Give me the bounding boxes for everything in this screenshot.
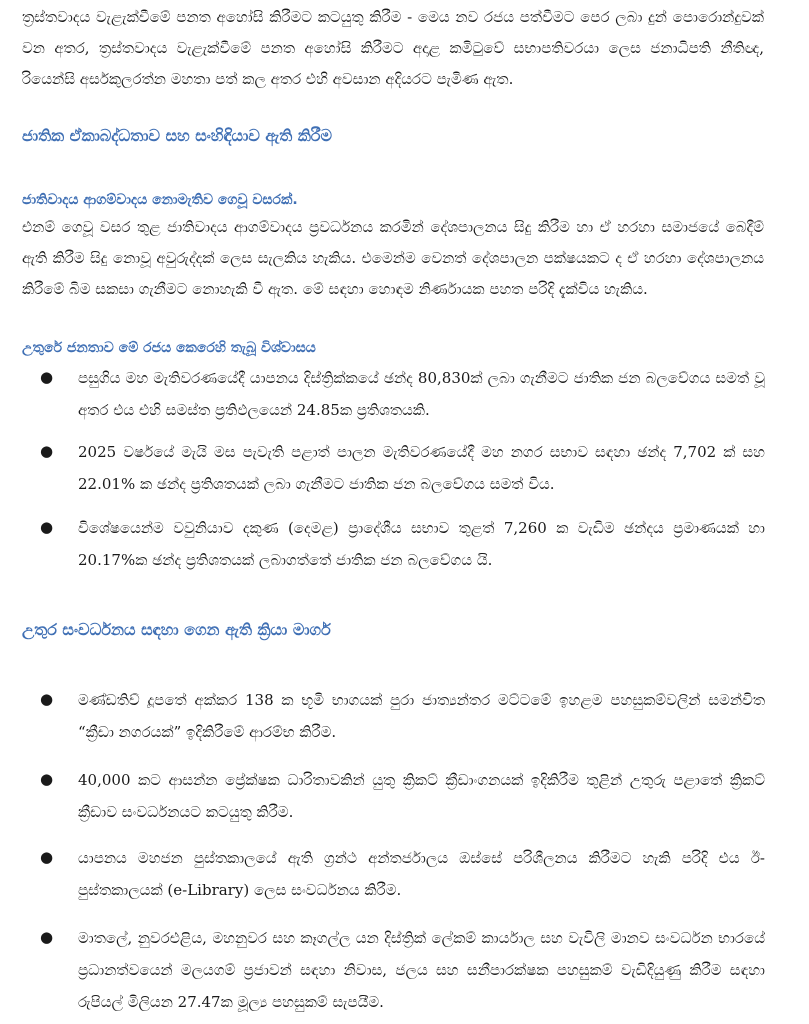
section-heading-national-unity: ජාතික ඒකාබද්ධතාව සහ සංහිඳියාව ඇති කිරීම	[22, 126, 333, 145]
bullet-icon: ●	[40, 770, 54, 788]
bullet-icon: ●	[40, 442, 54, 460]
bullet-icon: ●	[40, 690, 54, 708]
list-item-text: මණ්ඩතිව් දූපතේ අක්කර 138 ක භූමි භාගයක් පුරා ජාත්‍යන්තර මට්ටමේ ඉහළම පහසුකම්වලින් සමන්විත “ක්‍රීඩා නගරයක්” ඉදිකිරීමේ ආරම්භ කිරීම.	[78, 691, 765, 741]
subheading-no-racism-year: ජාතිවාදය ආගම්වාදය නොමැතිව ගෙවූ වසරක්.	[22, 192, 298, 208]
list-item	[40, 684, 765, 748]
intro-paragraph: ත්‍රස්තවාදය වැළැක්වීමේ පනත අහෝසි කිරීමට කටයුතු කිරීම - මෙය නව රජය පත්වීමට පෙර ලබා දුන් පොරොන්දුවක් වන අතර, ත්‍රස්තවාදය වැළැක්වීමේ පනත අහෝසි කිරීමට අදාළ කමිටුවේ සභාපතිවරයා ලෙස ජනාධිපති නීතිඥ, රියෙන්සි අර්සකුලරත්න මහතා පත් කල අතර එහි අවසාන අදියරට පැමිණ ඇත.	[22, 8, 764, 88]
list-item	[40, 362, 765, 426]
subheading-north-trust: උතුරේ ජනතාව මේ රජය කෙරෙහි තැබූ විශ්වාසය	[22, 340, 316, 356]
list-item	[40, 764, 765, 828]
list-item-text: 2025 වර්ෂයේ මැයි මස පැවැති පළාත් පාලන මැතිවරණයේදී මහ නගර සභාව සඳහා ඡන්ද 7,702 ක් සහ 22.01% ක ඡන්ද ප්‍රතිශතයක් ලබා ගැනීමට ජාතික ජන බලවේගය සමත් විය.	[78, 443, 765, 493]
list-item-text: විශේෂයෙන්ම වවුනියාව දකුණ (දෙමළ) ප්‍රාදේශීය සභාව තුළත් 7,260 ක වැඩිම ඡන්දය ප්‍රමාණයක් හා 20.17%ක ඡන්ද ප්‍රතිශතයක් ලබාගත්තේ ජාතික ජන බලවේගය යි.	[78, 519, 765, 569]
list-item-text: පසුගිය මහ මැතිවරණයේදී යාපනය දිස්ත්‍රික්කයේ ඡන්ද 80,830ක් ලබා ගැනීමට ජාතික ජන බලවේගය සමත් වූ අතර එය එහි සමස්ත ප්‍රතිඵලයෙන් 24.85ක ප්‍රතිශතයකි.	[78, 369, 765, 419]
bullet-icon: ●	[40, 368, 54, 386]
list-item-text: යාපනය මහජන පුස්තකාලයේ ඇති ග්‍රන්ථ අන්තර්ජාලය ඔස්සේ පරිශීලනය කිරීමට හැකි පරිදි එය ඊ- පුස්තකාලයක් (e-Library) ලෙස සංවර්ධනය කිරීම.	[78, 849, 765, 899]
list-item-text: මාතලේ, නුවරඑළිය, මහනුවර සහ කෑගල්ල යන දිස්ත්‍රික් ලේකම් කාර්යාල සහ වැවිලි මානව සංවර්ධන භාරයේ ප්‍රධානත්වයෙන් මලයගම් ප්‍රජාවන් සඳහා නිවාස, ජලය සහ සනීපාරක්ෂක පහසුකම් වැඩිදියුණු කිරීම සඳහා රුපියල් මිලියන 27.47ක මූල්‍ය පහසුකම් සැපයීම.	[78, 929, 765, 1011]
section-heading-north-development: උතුර සංවර්ධනය සඳහා ගෙන ඇති ක්‍රියා මාර්ග	[22, 620, 331, 639]
list-item	[40, 512, 765, 576]
bullet-icon: ●	[40, 518, 54, 536]
bullet-icon: ●	[40, 928, 54, 946]
national-unity-paragraph: එනම් ගෙවූ වසර තුළ ජාතිවාදය ආගම්වාදය ප්‍රවර්ධනය කරමින් දේශපාලනය සිදු කිරීම හා ඒ හරහා සමාජයේ බෙදීම් ඇති කිරීම සිදු නොවූ අවුරුද්දක් ලෙස සැලකිය හැකිය. එමෙන්ම වෙනත් දේශපාලන පක්ෂයකට ද ඒ හරහා දේශපාලනය කිරීමේ බිම සකසා ගැනීමට නොහැකි වී ඇත. මේ සඳහා හොඳම නිර්ණායක පහත පරිදි දැක්විය හැකිය.	[22, 218, 764, 298]
list-item	[40, 922, 765, 1018]
bullet-icon: ●	[40, 848, 54, 866]
list-item-text: 40,000 කට ආසන්න ප්‍රේක්ෂක ධාරිතාවකින් යුතු ක්‍රිකට් ක්‍රීඩාංගනයක් ඉදිකිරීම තුළින් උතුරු පළාතේ ක්‍රිකට් ක්‍රීඩාව සංවර්ධනයට කටයුතු කිරීම.	[78, 771, 765, 821]
list-item	[40, 842, 765, 906]
list-item	[40, 436, 765, 500]
